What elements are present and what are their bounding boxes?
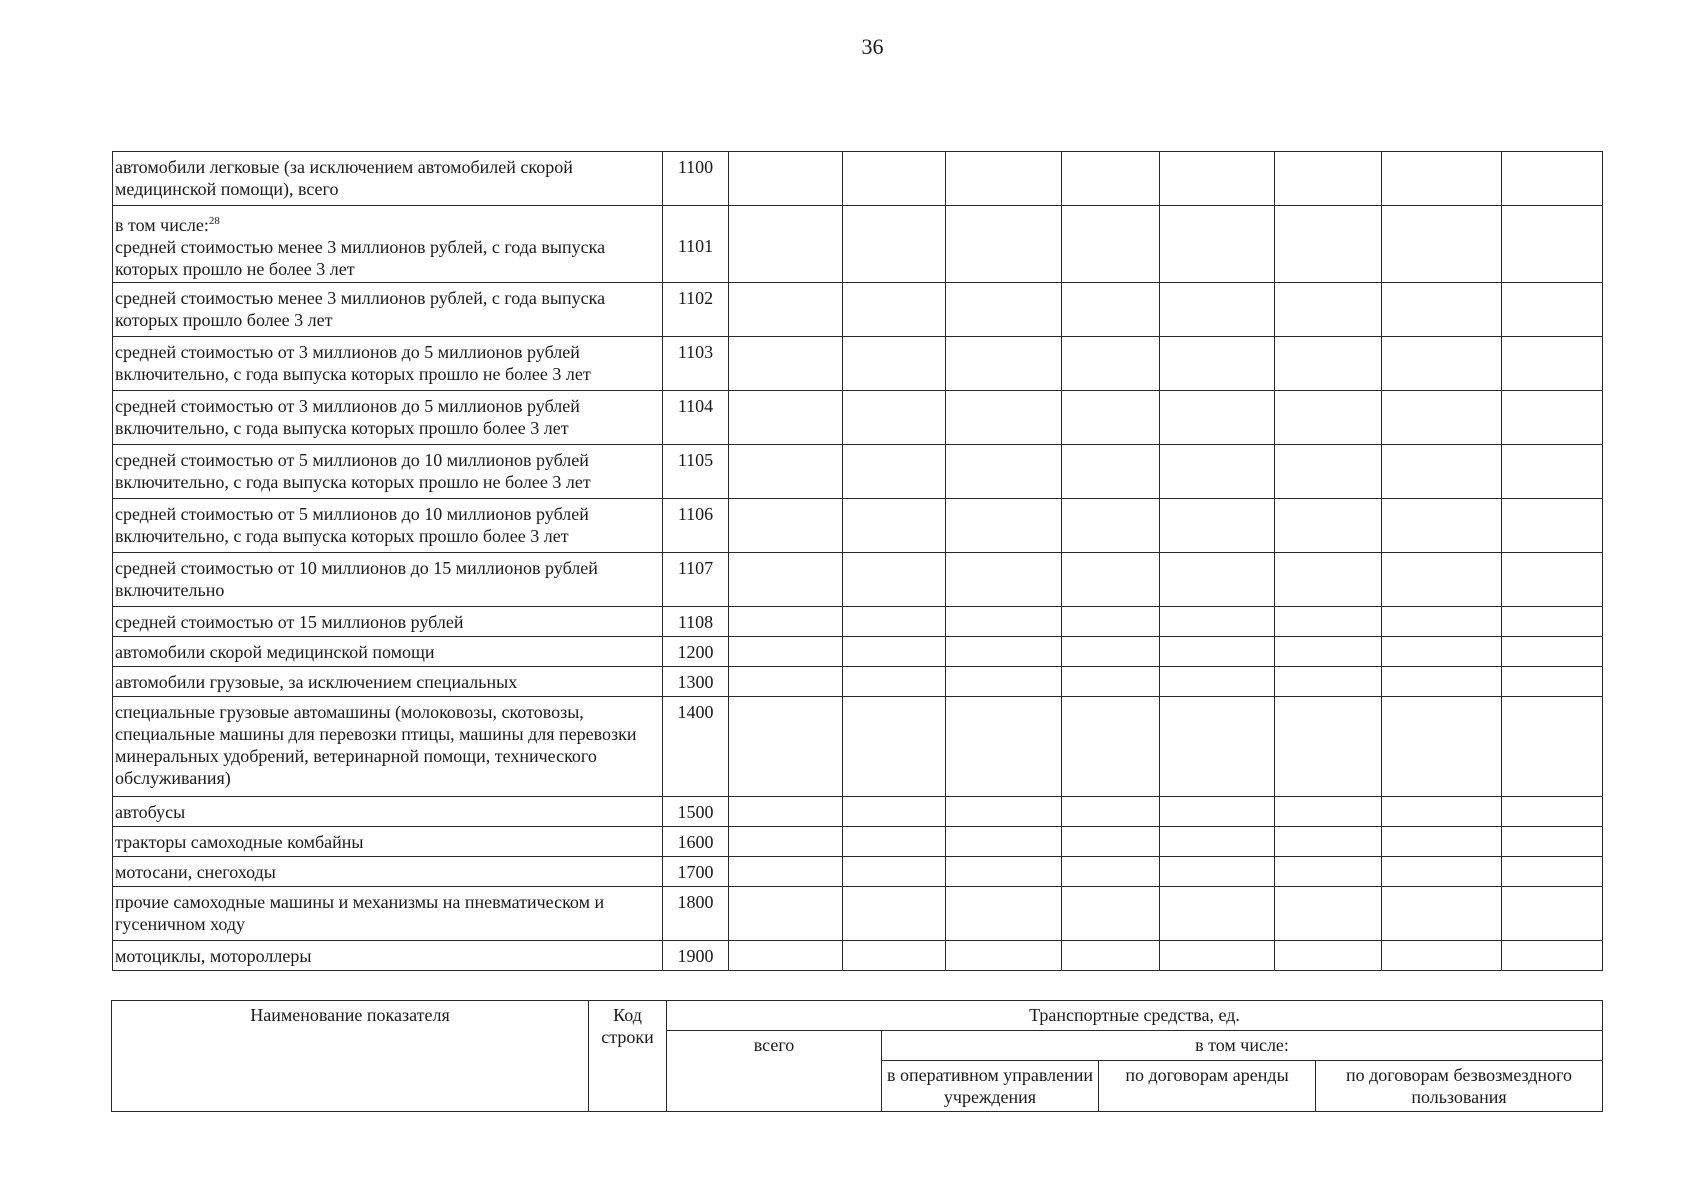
row-label: [113, 337, 663, 391]
data-cell: [729, 887, 843, 941]
data-cell: [1275, 887, 1382, 941]
table-row: [113, 697, 1603, 797]
row-code: 1600: [663, 827, 729, 857]
data-cell: [946, 499, 1062, 553]
row-code: 1106: [663, 499, 729, 553]
data-cell: [946, 152, 1062, 206]
data-cell: [1275, 206, 1382, 283]
data-cell: [843, 445, 946, 499]
row-code: 1800: [663, 887, 729, 941]
data-cell: [1160, 857, 1275, 887]
data-cell: [729, 697, 843, 797]
row-label-text: средней стоимостью от 5 миллионов до 10 миллионов рублей включительно, с года выпуска которых прошло не более 3 лет: [115, 450, 591, 492]
table-row: [113, 445, 1603, 499]
data-cell: [1062, 206, 1160, 283]
row-code: 1105: [663, 445, 729, 499]
data-cell: [1062, 391, 1160, 445]
data-cell: [1502, 391, 1603, 445]
data-cell: [1502, 337, 1603, 391]
data-cell: [1382, 797, 1502, 827]
data-cell: [1502, 283, 1603, 337]
row-label-text: автобусы: [115, 802, 186, 822]
data-cell: [946, 941, 1062, 971]
row-label: [113, 283, 663, 337]
data-cell: [1382, 445, 1502, 499]
data-cell: [843, 206, 946, 283]
data-cell: [1382, 667, 1502, 697]
lease-header: по договорам аренды: [1099, 1061, 1316, 1112]
data-cell: [843, 941, 946, 971]
row-label: [113, 499, 663, 553]
data-cell: [946, 337, 1062, 391]
row-label-text: средней стоимостью от 3 миллионов до 5 миллионов рублей включительно, с года выпуска которых прошло более 3 лет: [115, 396, 580, 438]
data-cell: [843, 797, 946, 827]
row-code: 1100: [663, 152, 729, 206]
row-label: [113, 206, 663, 283]
row-label-text: средней стоимостью от 10 миллионов до 15 миллионов рублей включительно: [115, 558, 598, 600]
data-cell: [1275, 391, 1382, 445]
data-cell: [1062, 283, 1160, 337]
data-cell: [729, 152, 843, 206]
row-label-text: тракторы самоходные комбайны: [115, 832, 364, 852]
data-cell: [1275, 283, 1382, 337]
data-cell: [946, 206, 1062, 283]
data-cell: [1062, 607, 1160, 637]
data-cell: [1502, 827, 1603, 857]
row-label-text: автомобили скорой медицинской помощи: [115, 642, 435, 662]
data-cell: [946, 553, 1062, 607]
row-label-text: мотосани, снегоходы: [115, 862, 276, 882]
table-row: [113, 941, 1603, 971]
data-cell: [1160, 941, 1275, 971]
data-cell: [1275, 152, 1382, 206]
vehicles-header: Транспортные средства, ед.: [667, 1001, 1603, 1031]
row-label-text: мотоциклы, мотороллеры: [115, 946, 312, 966]
data-cell: [1275, 941, 1382, 971]
data-cell: [843, 667, 946, 697]
column-header-table: [111, 1000, 1603, 1112]
row-code: 1500: [663, 797, 729, 827]
data-cell: [1275, 827, 1382, 857]
free-use-header: по договорам безвозмездного пользования: [1316, 1061, 1603, 1112]
row-label: [113, 887, 663, 941]
data-cell: [946, 283, 1062, 337]
data-cell: [946, 391, 1062, 445]
data-cell: [946, 887, 1062, 941]
data-cell: [1502, 857, 1603, 887]
data-cell: [1160, 887, 1275, 941]
row-label: [113, 941, 663, 971]
data-cell: [1062, 797, 1160, 827]
data-cell: [1275, 499, 1382, 553]
table-row: [113, 553, 1603, 607]
data-cell: [946, 607, 1062, 637]
row-label-text: специальные грузовые автомашины (молоковозы, скотовозы, специальные машины для перевозки птицы, машины для перевозки минеральных удобрений, ветеринарной помощи, технического обслуживания): [115, 702, 637, 788]
data-cell: [1502, 206, 1603, 283]
table-row: [113, 283, 1603, 337]
data-cell: [1275, 553, 1382, 607]
data-cell: [1275, 607, 1382, 637]
data-cell: [1382, 499, 1502, 553]
data-cell: [1160, 206, 1275, 283]
table-row: [113, 499, 1603, 553]
data-cell: [1502, 697, 1603, 797]
data-cell: [1062, 697, 1160, 797]
data-cell: [843, 283, 946, 337]
data-cell: [1062, 827, 1160, 857]
row-label-text: средней стоимостью от 3 миллионов до 5 миллионов рублей включительно, с года выпуска которых прошло не более 3 лет: [115, 342, 591, 384]
row-code: 1700: [663, 857, 729, 887]
row-label-text: средней стоимостью от 15 миллионов рублей: [115, 612, 464, 632]
data-cell: [1502, 607, 1603, 637]
data-cell: [729, 637, 843, 667]
data-cell: [1160, 637, 1275, 667]
data-cell: [1275, 637, 1382, 667]
data-cell: [1160, 445, 1275, 499]
table-row: [113, 637, 1603, 667]
data-cell: [843, 697, 946, 797]
data-cell: [1502, 797, 1603, 827]
data-cell: [729, 941, 843, 971]
row-code: 1300: [663, 667, 729, 697]
row-code: 1108: [663, 607, 729, 637]
including-prefix: в том числе:: [115, 215, 209, 235]
data-cell: [1275, 797, 1382, 827]
table-row: [113, 857, 1603, 887]
data-cell: [1502, 553, 1603, 607]
row-code: 1900: [663, 941, 729, 971]
data-cell: [1502, 887, 1603, 941]
data-cell: [1062, 667, 1160, 697]
data-cell: [1160, 667, 1275, 697]
row-label: [113, 607, 663, 637]
row-code: 1101: [663, 206, 729, 283]
operational-management-header: в оперативном управлении учреждения: [882, 1061, 1099, 1112]
table-row: [113, 206, 1603, 283]
row-label-text: автомобили легковые (за исключением автомобилей скорой медицинской помощи), всего: [115, 157, 573, 199]
row-code: 1102: [663, 283, 729, 337]
data-cell: [1502, 637, 1603, 667]
data-cell: [1062, 637, 1160, 667]
data-cell: [1275, 337, 1382, 391]
data-cell: [1382, 857, 1502, 887]
data-cell: [1275, 445, 1382, 499]
data-cell: [1382, 553, 1502, 607]
data-cell: [1062, 337, 1160, 391]
table-row: [113, 797, 1603, 827]
data-cell: [1275, 667, 1382, 697]
data-cell: [729, 337, 843, 391]
data-cell: [729, 445, 843, 499]
data-cell: [729, 857, 843, 887]
row-code: 1104: [663, 391, 729, 445]
data-cell: [1160, 152, 1275, 206]
data-cell: [1160, 797, 1275, 827]
row-label: [113, 667, 663, 697]
data-cell: [1062, 499, 1160, 553]
data-cell: [1382, 887, 1502, 941]
data-cell: [843, 152, 946, 206]
data-cell: [1275, 857, 1382, 887]
data-cell: [1160, 697, 1275, 797]
data-cell: [1382, 283, 1502, 337]
row-label: [113, 697, 663, 797]
data-cell: [1160, 553, 1275, 607]
data-cell: [843, 827, 946, 857]
including-header: в том числе:: [882, 1031, 1603, 1061]
data-cell: [843, 887, 946, 941]
table-row: [113, 667, 1603, 697]
data-cell: [1502, 941, 1603, 971]
data-cell: [946, 667, 1062, 697]
table-row: [113, 337, 1603, 391]
data-cell: [1160, 283, 1275, 337]
row-code: 1103: [663, 337, 729, 391]
row-label: [113, 797, 663, 827]
data-cell: [946, 827, 1062, 857]
indicator-name-header: Наименование показателя: [112, 1001, 589, 1112]
data-cell: [1502, 499, 1603, 553]
data-cell: [843, 391, 946, 445]
row-label: [113, 152, 663, 206]
row-label: [113, 553, 663, 607]
row-code-header: Код строки: [589, 1001, 667, 1112]
data-cell: [843, 337, 946, 391]
row-label: [113, 827, 663, 857]
data-cell: [1062, 152, 1160, 206]
row-label: [113, 445, 663, 499]
row-code: 1107: [663, 553, 729, 607]
row-label-text: автомобили грузовые, за исключением специальных: [115, 672, 518, 692]
table-row: [113, 887, 1603, 941]
data-cell: [946, 857, 1062, 887]
data-cell: [1160, 827, 1275, 857]
data-cell: [1502, 445, 1603, 499]
data-cell: [843, 553, 946, 607]
main-table: [112, 151, 1603, 971]
data-cell: [843, 499, 946, 553]
table-row: [113, 827, 1603, 857]
row-label-text: прочие самоходные машины и механизмы на пневматическом и гусеничном ходу: [115, 892, 605, 934]
data-cell: [843, 637, 946, 667]
data-cell: [1382, 697, 1502, 797]
data-cell: [729, 667, 843, 697]
data-cell: [946, 797, 1062, 827]
data-cell: [729, 499, 843, 553]
row-label-text: средней стоимостью менее 3 миллионов рублей, с года выпуска которых прошло более 3 лет: [115, 288, 606, 330]
row-code: 1200: [663, 637, 729, 667]
data-cell: [1160, 337, 1275, 391]
data-cell: [1062, 553, 1160, 607]
data-cell: [729, 827, 843, 857]
footnote-marker: 28: [208, 215, 220, 227]
data-cell: [1062, 445, 1160, 499]
page-number: 36: [861, 34, 884, 59]
data-cell: [1062, 857, 1160, 887]
data-cell: [729, 206, 843, 283]
data-cell: [1382, 152, 1502, 206]
data-cell: [729, 391, 843, 445]
row-label-text: средней стоимостью от 5 миллионов до 10 миллионов рублей включительно, с года выпуска которых прошло более 3 лет: [115, 504, 589, 546]
data-cell: [1275, 697, 1382, 797]
data-cell: [1382, 637, 1502, 667]
row-label: [113, 391, 663, 445]
data-cell: [729, 553, 843, 607]
data-cell: [1062, 887, 1160, 941]
data-cell: [946, 445, 1062, 499]
data-cell: [1160, 499, 1275, 553]
data-cell: [1382, 206, 1502, 283]
data-cell: [1062, 941, 1160, 971]
data-cell: [1502, 667, 1603, 697]
table-row: [113, 607, 1603, 637]
data-cell: [1382, 941, 1502, 971]
data-cell: [729, 607, 843, 637]
data-cell: [946, 637, 1062, 667]
row-code: 1400: [663, 697, 729, 797]
data-cell: [1382, 827, 1502, 857]
total-header: всего: [667, 1031, 882, 1112]
row-label-text: средней стоимостью менее 3 миллионов рублей, с года выпуска которых прошло не более 3 лет: [115, 237, 606, 279]
data-cell: [843, 607, 946, 637]
data-cell: [946, 697, 1062, 797]
data-cell: [1382, 391, 1502, 445]
data-cell: [1502, 152, 1603, 206]
data-cell: [1382, 607, 1502, 637]
table-row: [113, 391, 1603, 445]
data-cell: [1160, 391, 1275, 445]
table-row: [113, 152, 1603, 206]
data-cell: [1382, 337, 1502, 391]
row-label: [113, 637, 663, 667]
data-cell: [729, 283, 843, 337]
data-cell: [729, 797, 843, 827]
data-cell: [843, 857, 946, 887]
row-label: [113, 857, 663, 887]
data-cell: [1160, 607, 1275, 637]
